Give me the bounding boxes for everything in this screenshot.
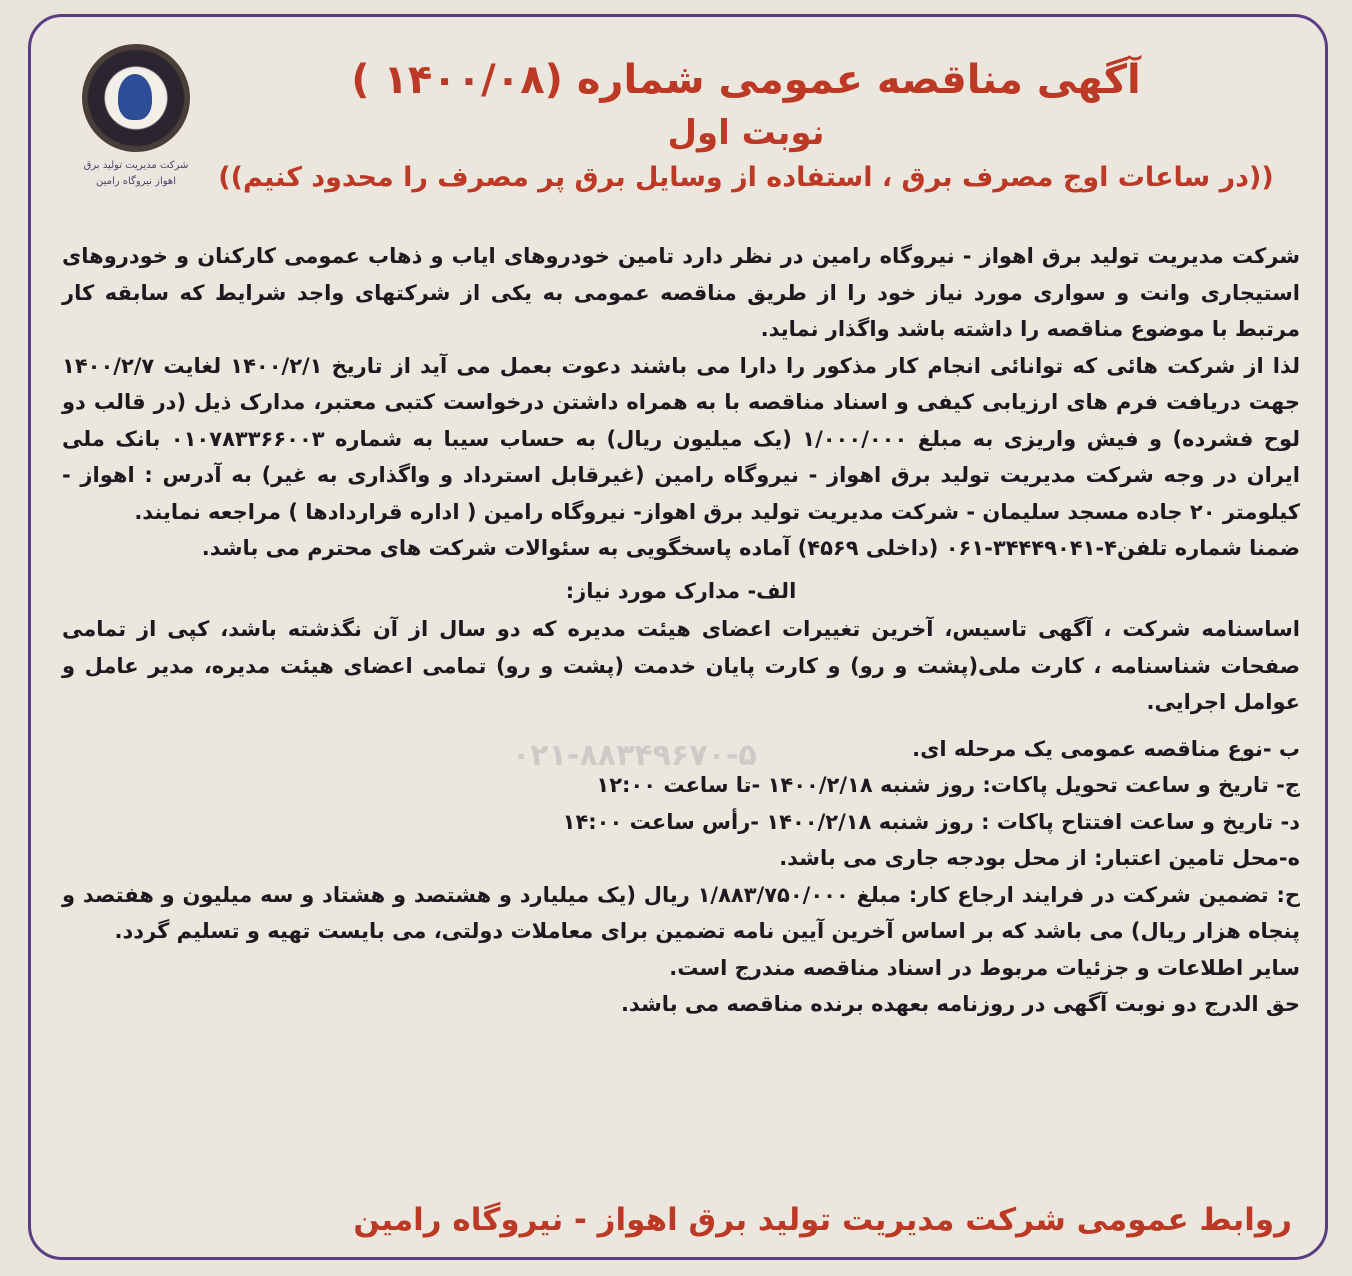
- header: [200, 52, 1292, 198]
- notice-round: نوبت اول: [667, 113, 825, 153]
- item-d: د- تاریخ و ساعت افتتاح پاکات : روز شنبه ۱۴۰۰/۲/۱۸ -رأس ساعت ۱۴:۰۰: [562, 809, 1300, 834]
- footer-signature: روابط عمومی شرکت مدیریت تولید برق اهواز - نیروگاه رامین: [353, 1202, 1292, 1238]
- company-logo: [80, 44, 192, 204]
- watermark-phone: ۰۲۱-۸۸۳۴۹۶۷۰-۵: [512, 738, 757, 773]
- notice-slogan: ((در ساعات اوج مصرف برق ، استفاده از وسایل برق پر مصرف را محدود کنیم)): [218, 162, 1274, 193]
- intro-paragraph: شرکت مدیریت تولید برق اهواز - نیروگاه رامین در نظر دارد تامین خودروهای ایاب و ذهاب عمومی کارکنان و خودروهای استیجاری وانت و سواری مورد نیاز خود را از طریق مناقصه عمومی به یکی از شرکتهای واجد شرایط که سابقه کار مرتبط با موضوع مناقصه را داشته باشد واگذار نماید.: [62, 244, 1300, 341]
- item-h: ه-محل تامین اعتبار: از محل بودجه جاری می باشد.: [779, 846, 1300, 870]
- other-info: سایر اطلاعات و جزئیات مربوط در اسناد مناقصه مندرج است.: [669, 955, 1300, 980]
- item-b: ب -نوع مناقصه عمومی یک مرحله ای.: [912, 736, 1300, 761]
- section-a-text: اساسنامه شرکت ، آگهی تاسیس، آخرین تغییرات اعضای هیئت مدیره که دو سال از آن نگذشته باشد، کپی از تمامی صفحات شناسنامه ، کارت ملی(پشت و رو) و کارت پایان خدمت (پشت و رو) تمامی اعضای هیئت مدیره، مدیر عامل و عوامل اجرایی.: [62, 617, 1300, 714]
- notice-body: [62, 238, 1300, 1023]
- phone-paragraph: ضمنا شماره تلفن۴-۳۴۴۴۹۰۴۱-۰۶۱ (داخلی ۴۵۶۹) آماده پاسخگویی به سئوالات شرکت های محترم می باشد.: [201, 536, 1300, 560]
- section-a-title: الف- مدارک مورد نیاز:: [565, 578, 797, 603]
- ad-fee: حق الدرج دو نوبت آگهی در روزنامه بعهده برنده مناقصه می باشد.: [621, 992, 1300, 1016]
- logo-emblem-icon: [82, 44, 190, 152]
- notice-title: آگهی مناقصه عمومی شماره (۱۴۰۰/۰۸ ): [351, 57, 1141, 103]
- item-j: ج- تاریخ و ساعت تحویل پاکات: روز شنبه ۱۴۰۰/۲/۱۸ -تا ساعت ۱۲:۰۰: [596, 773, 1300, 797]
- logo-caption: شرکت مدیریت تولید برق اهواز نیروگاه رامین: [83, 160, 189, 187]
- invitation-paragraph: لذا از شرکت هائی که توانائی انجام کار مذکور را دارا می باشند دعوت بعمل می آید از تاریخ ۱۴۰۰/۲/۱ لغایت ۱۴۰۰/۲/۷ جهت دریافت فرم های ارزیابی کیفی و اسناد مناقصه با به همراه داشتن درخواست کتبی معتبر، مدارک ذیل (در قالب دو لوح فشرده) و فیش واریزی به مبلغ ۱/۰۰۰/۰۰۰ (یک میلیون ریال) به حساب سیبا به شماره ۰۱۰۷۸۳۳۶۶۰۰۳ بانک ملی ایران در وجه شرکت مدیریت تولید برق اهواز - نیروگاه رامین (غیرقابل استرداد و واگذاری به غیر) به آدرس : اهواز - کیلومتر ۲۰ جاده مسجد سلیمان - شرکت مدیریت تولید برق اهواز- نیروگاه رامین ( اداره قراردادها ) مراجعه نمایند.: [62, 353, 1300, 524]
- item-ch: ح: تضمین شرکت در فرایند ارجاع کار: مبلغ ۱/۸۸۳/۷۵۰/۰۰۰ ریال (یک میلیارد و هشتصد و هشتاد و سه میلیون و هفتصد و پنجاه هزار ریال) می باشد که بر اساس آخرین آیین نامه تضمین برای معاملات دولتی، می بایست تهیه و تسلیم گردد.: [62, 882, 1300, 943]
